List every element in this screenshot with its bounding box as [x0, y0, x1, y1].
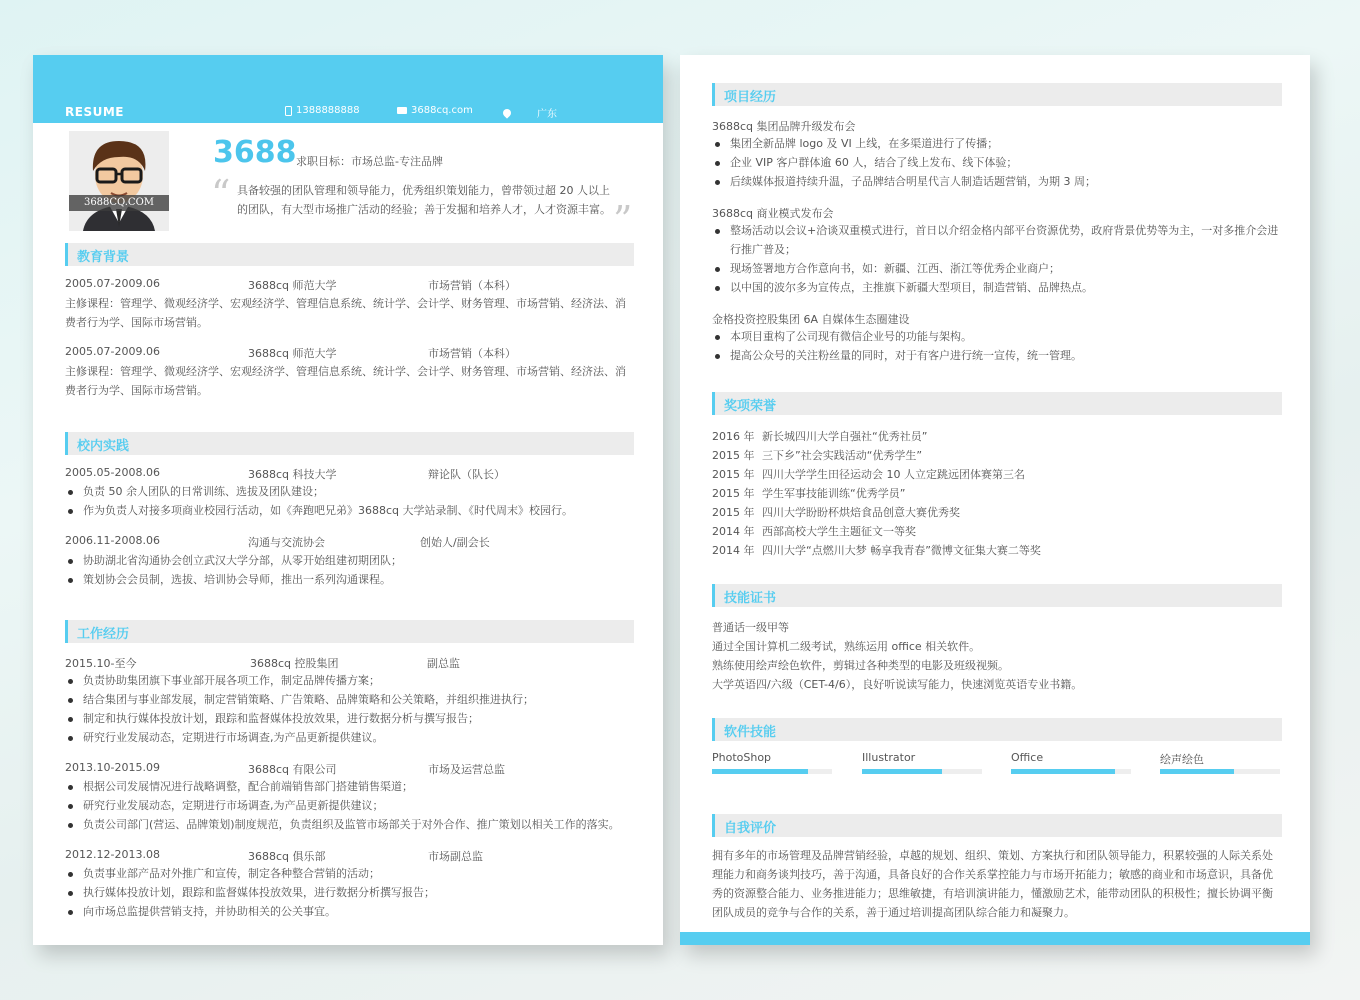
work-role: 市场及运营总监 — [428, 763, 505, 776]
award-year: 2014 年 — [712, 525, 755, 538]
list-item — [712, 427, 1041, 446]
list-item: 协助湖北省沟通协会创立武汉大学分部，从零开始组建初期团队； — [65, 551, 635, 570]
list-item: 策划协会会员制，选拔、培训协会导师，推出一系列沟通课程。 — [65, 570, 635, 589]
award-text: 四川大学学生田径运动会 10 人立定跳远团体赛第三名 — [762, 468, 1025, 481]
edu-major: 市场营销（本科） — [428, 279, 516, 292]
award-text: 新长城四川大学自强社“优秀社员” — [762, 430, 928, 443]
award-text: 西部高校大学生主题征文一等奖 — [762, 525, 916, 538]
location-contact — [503, 105, 557, 120]
project-bullets — [712, 134, 1282, 191]
campus-bullets — [65, 551, 635, 589]
list-item: 现场签署地方合作意向书，如：新疆、江西、浙江等优秀企业商户； — [712, 259, 1282, 278]
mail-icon — [397, 107, 407, 114]
section-accent-bar — [712, 392, 715, 415]
edu-major: 市场营销（本科） — [428, 347, 516, 360]
list-item: 以中国的波尔多为宣传点，主推旗下新疆大型项目，制造营销、品牌热点。 — [712, 278, 1282, 297]
section-accent-bar — [65, 243, 68, 266]
list-item: 负责公司部门(营运、品牌策划)制度规范，负责组织及监管市场部关于对外合作、推广策划以相关工作的落实。 — [65, 815, 645, 834]
self-eval-section-title — [712, 814, 1282, 837]
list-item: 企业 VIP 客户群体逾 60 人，结合了线上发布、线下体验； — [712, 153, 1282, 172]
section-accent-bar — [712, 718, 715, 741]
campus-role: 创始人/副会长 — [420, 536, 490, 549]
edu-courses: 主修课程：管理学、微观经济学、宏观经济学、管理信息系统、统计学、会计学、财务管理、市场营销、经济法、消费者行为学、国际市场营销。 — [65, 365, 626, 397]
award-text: 三下乡”社会实践活动“优秀学生” — [762, 449, 923, 462]
photo-watermark: 3688CQ.COM — [69, 195, 169, 211]
work-role: 市场副总监 — [428, 850, 483, 863]
skill-huishenghuise — [1160, 751, 1280, 767]
award-text: 学生军事技能训练“优秀学员” — [762, 487, 906, 500]
resume-page-right — [680, 55, 1310, 945]
location-text: 广东 — [537, 109, 557, 120]
resume-label: RESUME — [65, 105, 124, 119]
edu-date: 2005.07-2009.06 — [65, 277, 160, 290]
list-item: 集团全新品牌 logo 及 VI 上线，在多渠道进行了传播； — [712, 134, 1282, 153]
campus-org: 3688cq 科技大学 — [248, 468, 337, 481]
work-org: 3688cq 俱乐部 — [248, 850, 326, 863]
certs-section-title — [712, 584, 1282, 607]
header-band — [33, 55, 663, 123]
work-org: 3688cq 有限公司 — [248, 763, 337, 776]
section-accent-bar — [65, 620, 68, 643]
campus-role: 辩论队（队长） — [428, 468, 505, 481]
work-org: 3688cq 控股集团 — [250, 657, 339, 670]
list-item: 整场活动以会议+洽谈双重模式进行，首日以介绍金格内部平台资源优势，政府背景优势等为主，一对多推介会进行推广普及； — [712, 221, 1282, 259]
email-contact — [397, 105, 473, 116]
list-item: 本项目重构了公司现有微信企业号的功能与架构。 — [712, 327, 1282, 346]
skill-fill — [712, 769, 808, 774]
list-item: 负责 50 余人团队的日常训练、选拔及团队建设； — [65, 482, 635, 501]
list-item: 负责协助集团旗下事业部开展各项工作，制定品牌传播方案； — [65, 671, 645, 690]
list-item: 普通话一级甲等 — [712, 621, 789, 634]
project-bullets — [712, 221, 1282, 297]
campus-bullets — [65, 482, 635, 520]
campus-date: 2005.05-2008.06 — [65, 466, 160, 479]
avatar — [69, 131, 169, 231]
candidate-name: 3688 — [213, 135, 297, 170]
section-accent-bar — [712, 814, 715, 837]
work-bullets — [65, 864, 645, 921]
project-name: 金格投资控股集团 6A 自媒体生态圈建设 — [712, 313, 910, 326]
list-item: 研究行业发展动态，定期进行市场调查,为产品更新提供建议； — [65, 796, 645, 815]
list-item: 大学英语四/六级（CET-4/6），良好听说读写能力，快速浏览英语专业书籍。 — [712, 678, 1083, 691]
skill-label: PhotoShop — [712, 751, 772, 764]
skill-track — [1160, 769, 1280, 774]
work-date: 2013.10-2015.09 — [65, 761, 160, 774]
list-item: 通过全国计算机二级考试，熟练运用 office 相关软件。 — [712, 640, 981, 653]
campus-date: 2006.11-2008.06 — [65, 534, 160, 547]
section-accent-bar — [65, 432, 68, 455]
list-item: 执行媒体投放计划，跟踪和监督媒体投放效果，进行数据分析撰写报告； — [65, 883, 645, 902]
skill-label: Illustrator — [862, 751, 916, 764]
quote-open-icon: “ — [211, 172, 231, 216]
award-year: 2016 年 — [712, 430, 755, 443]
list-item: 负责事业部产品对外推广和宣传，制定各种整合营销的活动； — [65, 864, 645, 883]
skill-track — [1011, 769, 1131, 774]
phone-contact — [285, 105, 360, 116]
list-item: 研究行业发展动态，定期进行市场调查,为产品更新提供建议。 — [65, 728, 645, 747]
list-item — [712, 541, 1041, 560]
list-item — [712, 465, 1041, 484]
section-accent-bar — [712, 584, 715, 607]
section-heading: 技能证书 — [724, 591, 777, 606]
list-item — [712, 503, 1041, 522]
software-section-title — [712, 718, 1282, 741]
certs-list — [712, 618, 1082, 694]
self-eval-text: 拥有多年的市场管理及品牌营销经验，卓越的规划、组织、策划、方案执行和团队领导能力，积累较强的人际关系处理能力和商务谈判技巧，善于沟通，具备良好的合作关系掌控能力与市场开拓能力；敏感的商业和市场意识，具备优秀的资源整合能力、业务推进能力；思维敏捷，有培训演讲能力，懂激励艺术，能带动团队的积极性；擅长协调平衡团队成员的竞争与合作的关系，善于通过培训提高团队综合能力和凝聚力。 — [712, 849, 1273, 919]
work-date: 2012.12-2013.08 — [65, 848, 160, 861]
section-heading: 奖项荣誉 — [724, 399, 777, 414]
list-item: 制定和执行媒体投放计划，跟踪和监督媒体投放效果，进行数据分析与撰写报告； — [65, 709, 645, 728]
education-section-title — [65, 243, 634, 266]
project-bullets — [712, 327, 1282, 365]
edu-school: 3688cq 师范大学 — [248, 279, 337, 292]
list-item: 熟练使用绘声绘色软件，剪辑过各种类型的电影及班级视频。 — [712, 659, 1009, 672]
award-year: 2015 年 — [712, 506, 755, 519]
skill-fill — [1011, 769, 1115, 774]
skill-fill — [862, 769, 942, 774]
work-bullets — [65, 671, 645, 747]
section-heading: 教育背景 — [77, 250, 130, 265]
list-item: 作为负责人对接多项商业校园行活动，如《奔跑吧兄弟》3688cq 大学站录制、《时代周末》校园行。 — [65, 501, 635, 520]
awards-section-title — [712, 392, 1282, 415]
skill-office — [1011, 751, 1131, 764]
section-accent-bar — [712, 83, 715, 106]
campus-section-title — [65, 432, 634, 455]
award-text: 四川大学“点燃川大梦 畅享我青春”微博文征集大赛二等奖 — [762, 544, 1041, 557]
list-item — [712, 484, 1041, 503]
work-section-title — [65, 620, 634, 643]
edu-date: 2005.07-2009.06 — [65, 345, 160, 358]
phone-icon — [285, 106, 292, 116]
list-item: 结合集团与事业部发展，制定营销策略、广告策略、品牌策略和公关策略，并组织推进执行； — [65, 690, 645, 709]
work-date: 2015.10-至今 — [65, 657, 137, 670]
list-item: 向市场总监提供营销支持，并协助相关的公关事宜。 — [65, 902, 645, 921]
list-item: 根据公司发展情况进行战略调整，配合前端销售部门搭建销售渠道； — [65, 777, 645, 796]
skill-label: 绘声绘色 — [1160, 753, 1204, 766]
skill-illustrator — [862, 751, 982, 764]
skill-fill — [1160, 769, 1234, 774]
quote-close-icon: ” — [613, 198, 633, 242]
project-name: 3688cq 商业模式发布会 — [712, 207, 834, 220]
skill-track — [862, 769, 982, 774]
profile-summary: 具备较强的团队管理和领导能力，优秀组织策划能力，曾带领过超 20 人以上的团队，有大型市场推广活动的经验；善于发掘和培养人才，人才资源丰富。 — [237, 184, 611, 216]
section-heading: 校内实践 — [77, 439, 130, 454]
list-item: 后续媒体报道持续升温，子品牌结合明星代言人制造话题营销，为期 3 周； — [712, 172, 1282, 191]
section-heading: 项目经历 — [724, 90, 777, 105]
award-year: 2015 年 — [712, 487, 755, 500]
award-year: 2015 年 — [712, 468, 755, 481]
edu-courses: 主修课程：管理学、微观经济学、宏观经济学、管理信息系统、统计学、会计学、财务管理、市场营销、经济法、消费者行为学、国际市场营销。 — [65, 297, 626, 329]
avatar-illustration — [69, 131, 169, 231]
resume-page-left — [33, 55, 663, 945]
phone-number: 1388888888 — [296, 105, 360, 116]
award-year: 2015 年 — [712, 449, 755, 462]
section-heading: 自我评价 — [724, 821, 777, 836]
work-bullets — [65, 777, 645, 834]
award-text: 四川大学盼盼杯烘焙食品创意大赛优秀奖 — [762, 506, 960, 519]
list-item: 提高公众号的关注粉丝量的同时，对于有客户进行统一宣传，统一管理。 — [712, 346, 1282, 365]
skill-track — [712, 769, 832, 774]
awards-list — [712, 427, 1041, 560]
list-item — [712, 522, 1041, 541]
footer-band — [680, 932, 1310, 945]
location-pin-icon — [501, 107, 512, 118]
email-address: 3688cq.com — [411, 105, 473, 116]
projects-section-title — [712, 83, 1282, 106]
work-role: 副总监 — [427, 657, 460, 670]
project-name: 3688cq 集团品牌升级发布会 — [712, 120, 856, 133]
skill-label: Office — [1011, 751, 1044, 764]
section-heading: 软件技能 — [724, 725, 777, 740]
job-objective: 求职目标：市场总监-专注品牌 — [296, 155, 443, 168]
edu-school: 3688cq 师范大学 — [248, 347, 337, 360]
award-year: 2014 年 — [712, 544, 755, 557]
list-item — [712, 446, 1041, 465]
campus-org: 沟通与交流协会 — [248, 536, 325, 549]
section-heading: 工作经历 — [77, 627, 130, 642]
skill-photoshop — [712, 751, 832, 764]
